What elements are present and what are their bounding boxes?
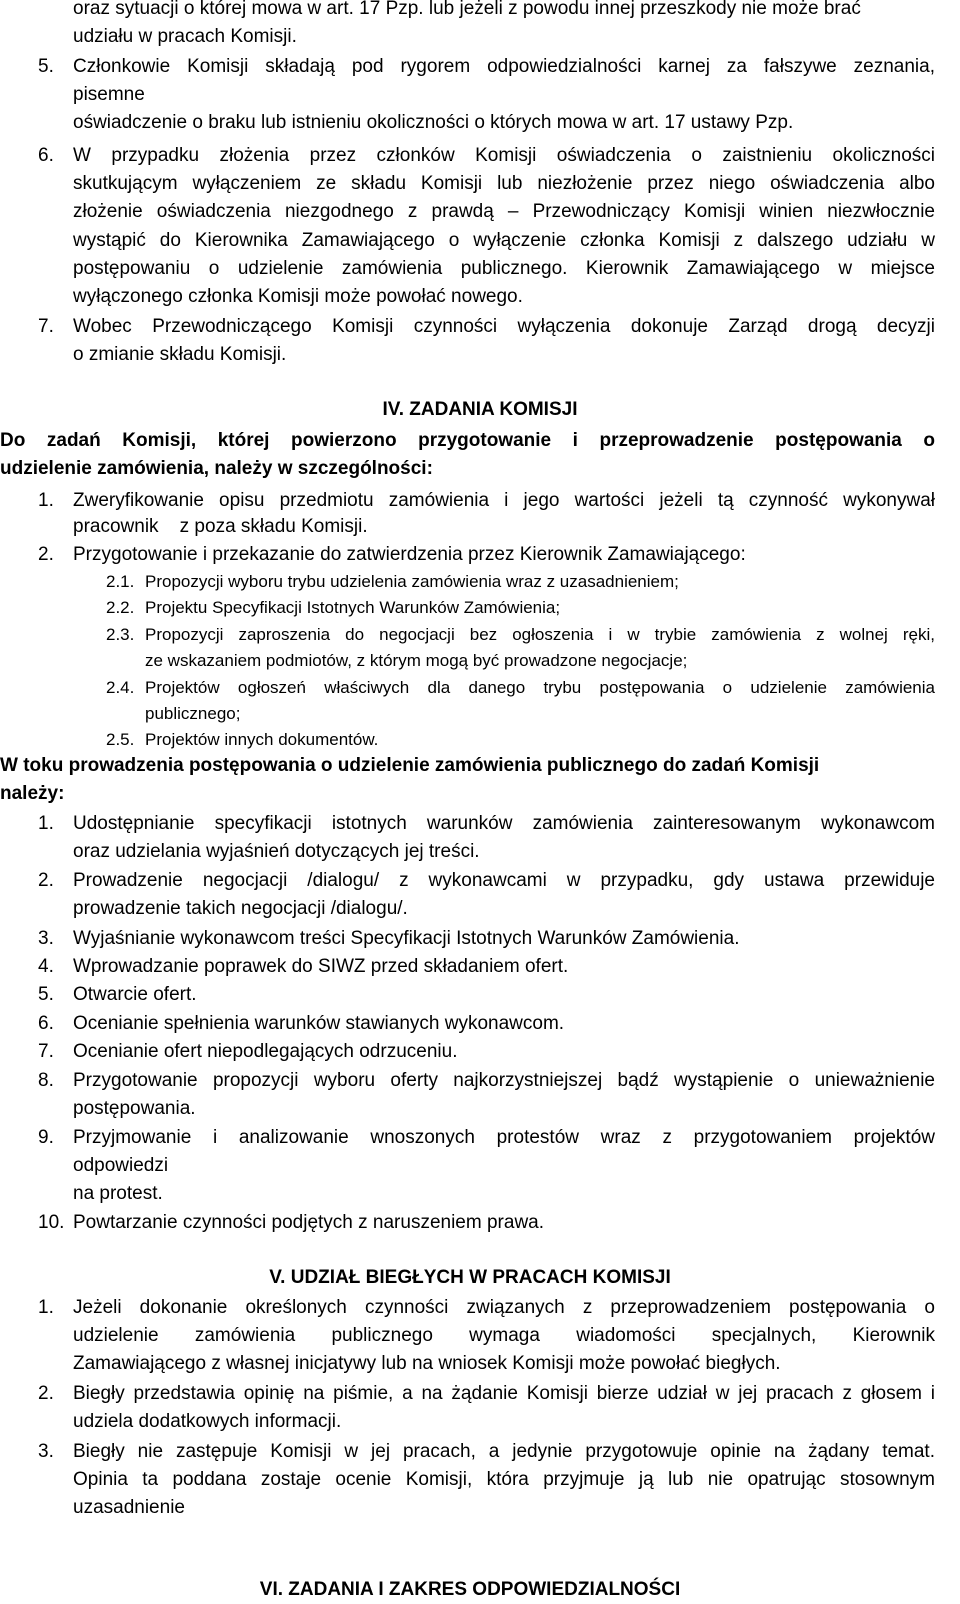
sub-2-4-number: 2.4. bbox=[106, 678, 135, 697]
v-item2-line-1: Biegły przedstawia opinię na piśmie, a na żądanie Komisji bierze udział w jej pracach z głosem i bbox=[73, 1383, 935, 1404]
sub-2-2-line-1: Projektu Specyfikacji Istotnych Warunków Zamówienia; bbox=[145, 598, 561, 617]
item6-line-4: wystąpić do Kierownika Zamawiającego o wyłączenie członka Komisji z dalszego udziału w bbox=[73, 230, 935, 251]
item5-line-3: oświadczenie o braku lub istnieniu okoliczności o których mowa w art. 17 ustawy Pzp. bbox=[73, 112, 794, 133]
v-item3-line-1: Biegły nie zastępuje Komisji w jej pracach, a jedynie przygotowuje opinie na żądany temat. bbox=[73, 1441, 935, 1462]
list2-item4-line-1: Wprowadzanie poprawek do SIWZ przed składaniem ofert. bbox=[73, 956, 569, 977]
v-item1-line-1: Jeżeli dokonanie określonych czynności związanych z przeprowadzeniem postępowania o bbox=[73, 1297, 935, 1318]
v-item1-line-3: Zamawiającego z własnej inicjatywy lub na wniosek Komisji może powołać biegłych. bbox=[73, 1353, 781, 1374]
item5-number: 5. bbox=[38, 56, 54, 77]
list2-item4-number: 4. bbox=[38, 956, 54, 977]
item5-line-2: pisemne bbox=[73, 84, 145, 105]
sub-2-1-line-1: Propozycji wyboru trybu udzielenia zamówienia wraz z uzasadnieniem; bbox=[145, 572, 679, 591]
iv-item2-number: 2. bbox=[38, 544, 54, 565]
list2-item6-number: 6. bbox=[38, 1013, 54, 1034]
item7-number: 7. bbox=[38, 316, 54, 337]
sub-2-4-line-2: publicznego; bbox=[145, 704, 241, 723]
sub-2-4-line-1: Projektów ogłoszeń właściwych dla danego trybu postępowania o udzielenie zamówienia bbox=[145, 678, 935, 697]
iv-item1-line-2: pracownik z poza składu Komisji. bbox=[73, 516, 368, 537]
section-v-heading: V. UDZIAŁ BIEGŁYCH W PRACACH KOMISJI bbox=[269, 1267, 671, 1288]
sub-2-1-number: 2.1. bbox=[106, 572, 135, 591]
list2-item2-line-2: prowadzenie takich negocjacji /dialogu/. bbox=[73, 898, 408, 919]
section-iv-intro-line-1: Do zadań Komisji, której powierzono przygotowanie i przeprowadzenie postępowania o bbox=[0, 430, 935, 451]
section-iv-intro-line-2: udzielenie zamówienia, należy w szczególności: bbox=[0, 458, 433, 479]
list2-item10-number: 10. bbox=[38, 1212, 65, 1233]
item7-line-2: o zmianie składu Komisji. bbox=[73, 344, 287, 365]
item6-line-3: złożenie oświadczenia niezgodnego z prawdą – Przewodniczący Komisji winien niezwłocznie bbox=[73, 201, 935, 222]
list2-item1-line-1: Udostępnianie specyfikacji istotnych warunków zamówienia zainteresowanym wykonawcom bbox=[73, 813, 935, 834]
section-iv-heading: IV. ZADANIA KOMISJI bbox=[382, 399, 578, 420]
item5-line-1: Członkowie Komisji składają pod rygorem odpowiedzialności karnej za fałszywe zeznania, bbox=[73, 56, 935, 77]
item6-line-2: skutkującym wyłączeniem ze składu Komisji lub niezłożenie przez niego oświadczenia albo bbox=[73, 173, 935, 194]
item6-line-1: W przypadku złożenia przez członków Komisji oświadczenia o zaistnieniu okoliczności bbox=[73, 145, 935, 166]
list2-item7-number: 7. bbox=[38, 1041, 54, 1062]
v-item3-number: 3. bbox=[38, 1441, 54, 1462]
section-vi-heading: VI. ZADANIA I ZAKRES ODPOWIEDZIALNOŚCI bbox=[259, 1579, 681, 1600]
list2-item9-line-2: odpowiedzi bbox=[73, 1155, 169, 1176]
iv-item2-line-1: Przygotowanie i przekazanie do zatwierdzenia przez Kierownik Zamawiającego: bbox=[73, 544, 746, 565]
list2-item3-line-1: Wyjaśnianie wykonawcom treści Specyfikacji Istotnych Warunków Zamówienia. bbox=[73, 928, 740, 949]
list2-item2-number: 2. bbox=[38, 870, 54, 891]
iv-item1-line-1: Zweryfikowanie opisu przedmiotu zamówienia i jego wartości jeżeli tą czynność wykonywał bbox=[73, 490, 935, 511]
item6-number: 6. bbox=[38, 145, 54, 166]
list2-item6-line-1: Ocenianie spełnienia warunków stawianych wykonawcom. bbox=[73, 1013, 565, 1034]
item6-line-6: wyłączonego członka Komisji może powołać nowego. bbox=[73, 286, 523, 307]
list2-item7-line-1: Ocenianie ofert niepodlegających odrzuceniu. bbox=[73, 1041, 458, 1062]
list2-item9-number: 9. bbox=[38, 1127, 54, 1148]
item6-line-5: postępowaniu o udzielenie zamówienia publicznego. Kierownik Zamawiającego w miejsce bbox=[73, 258, 935, 279]
v-item1-number: 1. bbox=[38, 1297, 54, 1318]
list2-item3-number: 3. bbox=[38, 928, 54, 949]
list2-item10-line-1: Powtarzanie czynności podjętych z naruszeniem prawa. bbox=[73, 1212, 545, 1233]
v-item2-number: 2. bbox=[38, 1383, 54, 1404]
sub-2-3-number: 2.3. bbox=[106, 625, 135, 644]
list2-item8-line-2: postępowania. bbox=[73, 1098, 196, 1119]
sub-2-3-line-1: Propozycji zaproszenia do negocjacji bez ogłoszenia i w trybie zamówienia z wolnej ręki, bbox=[145, 625, 935, 644]
item4-cont-line-1: oraz sytuacji o której mowa w art. 17 Pzp. lub jeżeli z powodu innej przeszkody nie może brać bbox=[73, 0, 861, 19]
list2-item2-line-1: Prowadzenie negocjacji /dialogu/ z wykonawcami w przypadku, gdy ustawa przewiduje bbox=[73, 870, 935, 891]
item7-line-1: Wobec Przewodniczącego Komisji czynności wyłączenia dokonuje Zarząd drogą decyzji bbox=[73, 316, 935, 337]
list2-item1-number: 1. bbox=[38, 813, 54, 834]
v-item1-line-2: udzielenie zamówienia publicznego wymaga wiadomości specjalnych, Kierownik bbox=[73, 1325, 935, 1346]
v-item3-line-3: uzasadnienie bbox=[73, 1497, 185, 1518]
sub-2-5-line-1: Projektów innych dokumentów. bbox=[145, 730, 379, 749]
list2-item1-line-2: oraz udzielania wyjaśnień dotyczących jej treści. bbox=[73, 841, 480, 862]
section-iv-intro2-line-1: W toku prowadzenia postępowania o udzielenie zamówienia publicznego do zadań Komisji bbox=[0, 755, 820, 776]
sub-2-2-number: 2.2. bbox=[106, 598, 135, 617]
list2-item5-line-1: Otwarcie ofert. bbox=[73, 984, 197, 1005]
item4-cont-line-2: udziału w pracach Komisji. bbox=[73, 26, 297, 47]
v-item3-line-2: Opinia ta poddana zostaje ocenie Komisji, która przyjmuje ją lub nie opatrując stosownym bbox=[73, 1469, 935, 1490]
iv-item1-number: 1. bbox=[38, 490, 54, 511]
list2-item9-line-3: na protest. bbox=[73, 1183, 163, 1204]
v-item2-line-2: udziela dodatkowych informacji. bbox=[73, 1411, 342, 1432]
section-iv-intro2-line-2: należy: bbox=[0, 783, 65, 804]
list2-item9-line-1: Przyjmowanie i analizowanie wnoszonych protestów wraz z przygotowaniem projektów bbox=[73, 1127, 935, 1148]
sub-2-3-line-2: ze wskazaniem podmiotów, z którym mogą być prowadzone negocjacje; bbox=[145, 651, 688, 670]
sub-2-5-number: 2.5. bbox=[106, 730, 135, 749]
list2-item8-number: 8. bbox=[38, 1070, 54, 1091]
list2-item5-number: 5. bbox=[38, 984, 54, 1005]
list2-item8-line-1: Przygotowanie propozycji wyboru oferty najkorzystniejszej bądź wystąpienie o unieważnienie bbox=[73, 1070, 935, 1091]
